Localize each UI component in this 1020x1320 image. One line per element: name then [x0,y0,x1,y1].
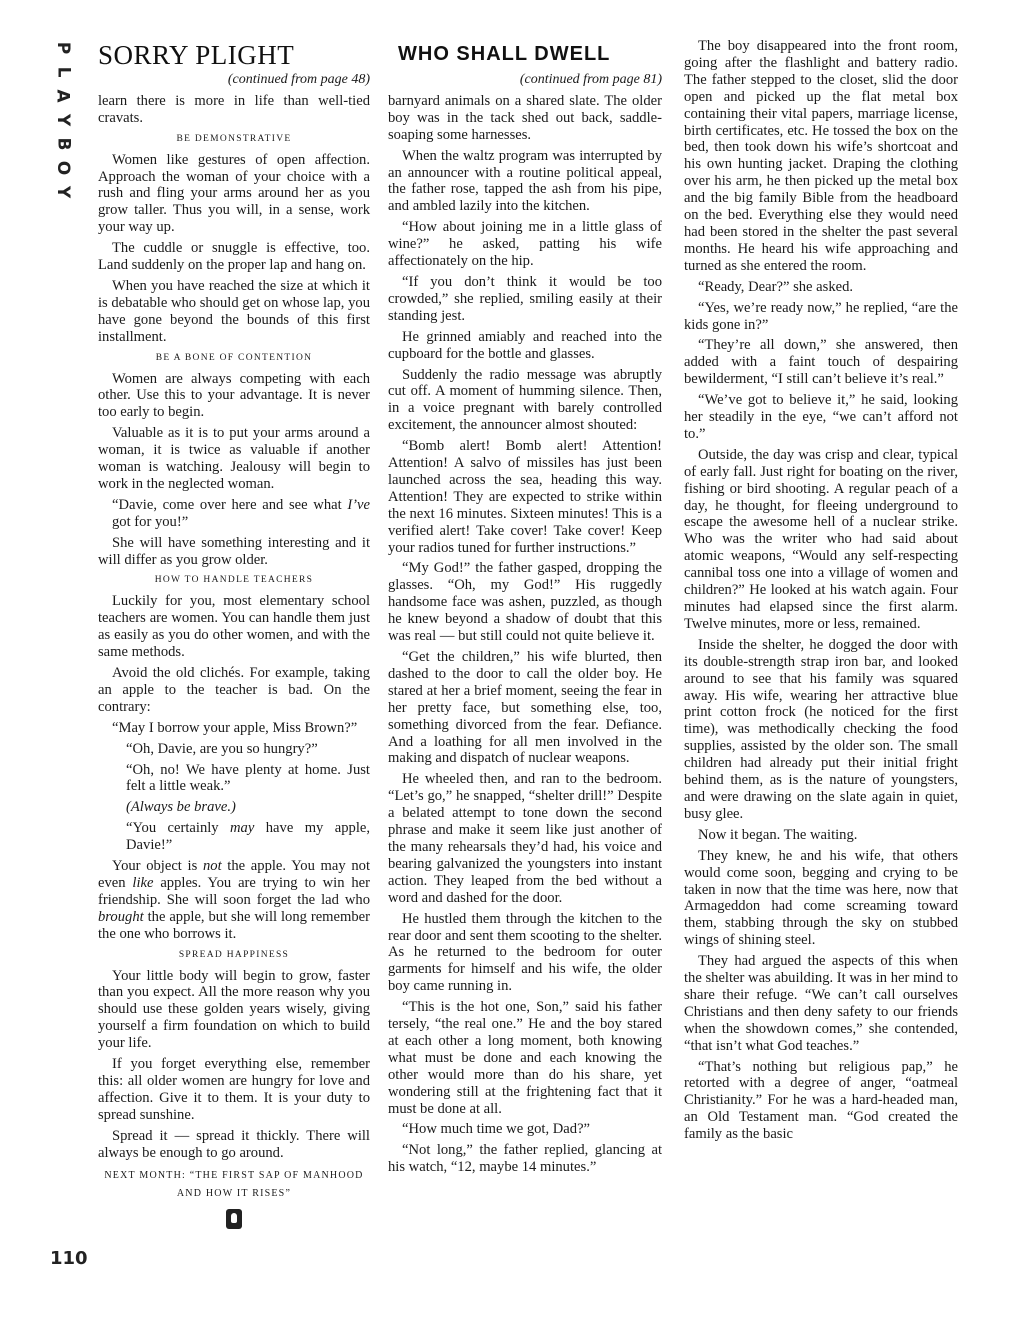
spine-letter: L [53,66,73,78]
paragraph: “How much time we got, Dad?” [402,1121,591,1138]
paragraph: “If you don’t think it would be too crowded,” she replied, smiling easily at their standing jest. [388,273,662,324]
paragraph: When the waltz program was interrupted by an announcer with a routine political appeal, the father rose, tapped the ash from his pipe, and ambled lazily into the kitchen. [388,147,662,215]
paragraph: He wheeled then, and ran to the bedroom. “Let’s go,” he snapped, “shelter drill!” Despite a belated attempt to tone down the second phrase and make it seem like just another of the many rehearsals they’d had, his voice and bearing galvanized the youngsters into instant action. They leaped from the bed without a word and dashed for the door. [388,771,662,906]
column-who-shall-dwell [388,38,662,1290]
paragraph: Women like gestures of open affection. Approach the woman of your choice with a rush and fling your arms around her as you grow taller. Thus you will, in a sense, work your way up. [98,151,370,236]
dialogue-line: “Davie, come over here and see what I’ve got for you!” [112,496,370,530]
section-subhead: BE A BONE OF CONTENTION [155,352,313,363]
paragraph: They knew, he and his wife, that others would come soon, begging and crying to be taken in now that the time was here, now that Armageddon had come screaming toward them, stabbing through the sky on stubbed wings of shining steel. [684,847,958,949]
paragraph: “How about joining me in a little glass of wine?” he asked, patting his wife affectionately on the hip. [388,219,662,270]
paragraph: “Not long,” the father replied, glancing at his watch, “12, maybe 14 minutes.” [388,1142,662,1176]
continued-note: (continued from page 81) [519,72,662,87]
dialogue-line: “Oh, no! We have plenty at home. Just felt a little weak.” [126,761,370,795]
paragraph: “That’s nothing but religious pap,” he retorted with a degree of anger, “oatmeal Christianity.” For he was a hard-headed man, an Old Testament man. “God created the family as the basic [684,1058,958,1143]
paragraph: “This is the hot one, Son,” said his father tersely, “the real one.” He and the boy stared at each other a long moment, both knowing what must be done and each knowing the other would more than do his share, yet wondering still at the frightening fact that it must be done at all. [388,999,662,1117]
section-subhead: SPREAD HAPPINESS [178,949,290,960]
paragraph: The boy disappeared into the front room, going after the flashlight and battery radio. The father stepped to the closet, slid the door open and picked up the flat metal box containing their vital papers, marriage license, birth certificates, etc. He tossed the box on the bed, then took down his wife’s shortcoat and his own hunting jacket. Draping the clothing over his arm, he then picked up the metal box and the big family Bible from the headboard on the bed. Everything else they would need had been stored in the shelter the past several months. He heard his wife approaching and turned as she entered the room. [684,38,958,274]
paragraph: She will have something interesting and it will differ as you grow older. [98,534,370,568]
dialogue-line: “Oh, Davie, are you so hungry?” [126,740,318,757]
paragraph: “They’re all down,” she answered, then added with a faint touch of despairing bewilderment, “I still can’t believe it’s real.” [684,337,958,388]
spine-letter: A [52,89,73,103]
spine-letter: P [53,41,73,55]
spine-letter: B [53,137,73,151]
continued-note: (continued from page 48) [227,72,370,87]
paragraph: learn there is more in life than well-tied cravats. [98,92,370,126]
column-who-shall-dwell-cont [684,38,958,1290]
paragraph: Your little body will begin to grow, faster than you expect. All the more reason why you should use these golden years wisely, giving yourself a firm foundation on which to build your life. [98,967,370,1052]
paragraph: If you forget everything else, remember this: all older women are hungry for love and affection. Give it to them. It is your duty to spread sunshine. [98,1056,370,1123]
paragraph: Valuable as it is to put your arms around a woman, it is twice as valuable if another woman is watching. Jealousy will begin to work in the neglected woman. [98,425,370,492]
paragraph: He grinned amiably and reached into the cupboard for the bottle and glasses. [388,328,662,362]
paragraph: Women are always competing with each other. Use this to your advantage. It is never too early to begin. [98,370,370,421]
paragraph: “My God!” the father gasped, dropping the glasses. “Oh, my God!” His ruggedly handsome face was ashen, puzzled, as though he knew beyond a shadow of doubt that this was real — but still could not quite believe it. [388,560,662,645]
paragraph: “We’ve got to believe it,” he said, looking her steadily in the eye, “we can’t afford not to.” [684,392,958,442]
paragraph: The cuddle or snuggle is effective, too. Land suddenly on the proper lap and hang on. [98,240,370,274]
next-month-teaser: NEXT MONTH: “THE FIRST SAP OF MANHOOD AND HOW IT RISES” [104,1170,364,1200]
paragraph: Avoid the old clichés. For example, taking an apple to the teacher is bad. On the contrary: [98,665,370,715]
paragraph: Spread it — spread it thickly. There will always be enough to go around. [98,1127,370,1161]
section-subhead: BE DEMONSTRATIVE [176,133,292,144]
paragraph: He hustled them through the kitchen to the rear door and sent them scooting to the shelter. As he returned to the bedroom for outer garments for himself and his wife, the older boy came running in. [388,910,662,995]
column-sorry-plight [98,38,370,1290]
magazine-spine-label [52,38,74,199]
dialogue-line: (Always be brave.) [126,799,236,816]
paragraph: They had argued the aspects of this when the shelter was abuilding. It was in her mind to share their refuge. “We can’t call ourselves Christians and then deny safety to our friends when the showdown comes,” she contended, “that isn’t what God teaches.” [684,953,958,1054]
article-title-who-shall-dwell: WHO SHALL DWELL [398,43,611,65]
dialogue-line: “May I borrow your apple, Miss Brown?” [112,719,358,736]
paragraph: Outside, the day was crisp and clear, typical of early fall. Just right for boating on the river, fishing or bird shooting. A regular peach of a day, he thought, for fleeing underground to escape the awesome hell of a nuclear strike. Who was the writer who had said about atomic weapons, “Would any self-respecting cannibal toss one into a village of women and children?” He looked at his watch again. Four minutes had elapsed since the first alarm. Twelve minutes, more or less, remained. [684,446,958,632]
paragraph: Suddenly the radio message was abruptly cut off. A moment of humming silence. Then, in a voice pregnant with barely controlled excitement, the announcer almost shouted: [388,366,662,434]
paragraph: When you have reached the size at which it is debatable who should get on whose lap, you have gone beyond the bounds of this first installment. [98,277,370,345]
article-title-sorry-plight: SORRY PLIGHT [98,40,295,70]
section-subhead: HOW TO HANDLE TEACHERS [154,575,314,586]
spine-letter: Y [53,185,73,199]
paragraph: “Get the children,” his wife blurted, then dashed to the door to call the older boy. He stared at her a brief moment, seeing the fear in her pretty face, but something else, too, something divorced from the fear. Defiance. And a loathing for all men involved in the making and dispatch of nuclear weapons. [388,649,662,767]
paragraph: “Bomb alert! Bomb alert! Attention! Attention! A salvo of missiles has just been launched across the sea, heading this way. Attention! They are expected to strike within the next 16 minutes. Sixteen minutes! This is a verified alert! Take cover! Take cover! Keep your radios tuned for further instructions.” [388,438,662,556]
rabbit-logo-icon [226,1209,242,1229]
paragraph: “Ready, Dear?” she asked. [698,278,854,295]
spine-letter: O [52,160,73,176]
paragraph: Now it began. The waiting. [698,826,858,843]
page-number: 110 [50,1248,88,1269]
dialogue-line: “You certainly may have my apple, Davie!” [126,820,370,854]
paragraph: Your object is not the apple. You may not even like apples. You are trying to win her friendship. She will soon forget the lad who brought the apple, but she will long remember the one who borrows it. [98,858,371,942]
paragraph: “Yes, we’re ready now,” he replied, “are the kids gone in?” [684,299,958,333]
spine-letter: Y [53,113,73,127]
paragraph: Inside the shelter, he dogged the door with its double-strength strap iron bar, and looked around to see that his family was squared away. His wife, wearing her attractive blue print cotton frock (he noticed for the first time), was methodically checking the food supplies, assisted by the older son. The small children had already put their initial fright behind them, as is the nature of youngsters, and were drawing on the slate again in quiet, busy glee. [684,636,958,822]
paragraph: barnyard animals on a shared slate. The older boy was in the tack shed out back, saddle-soaping some harnesses. [388,92,662,143]
paragraph: Luckily for you, most elementary school teachers are women. You can handle them just as easily as you do other women, and with the same methods. [98,593,370,661]
